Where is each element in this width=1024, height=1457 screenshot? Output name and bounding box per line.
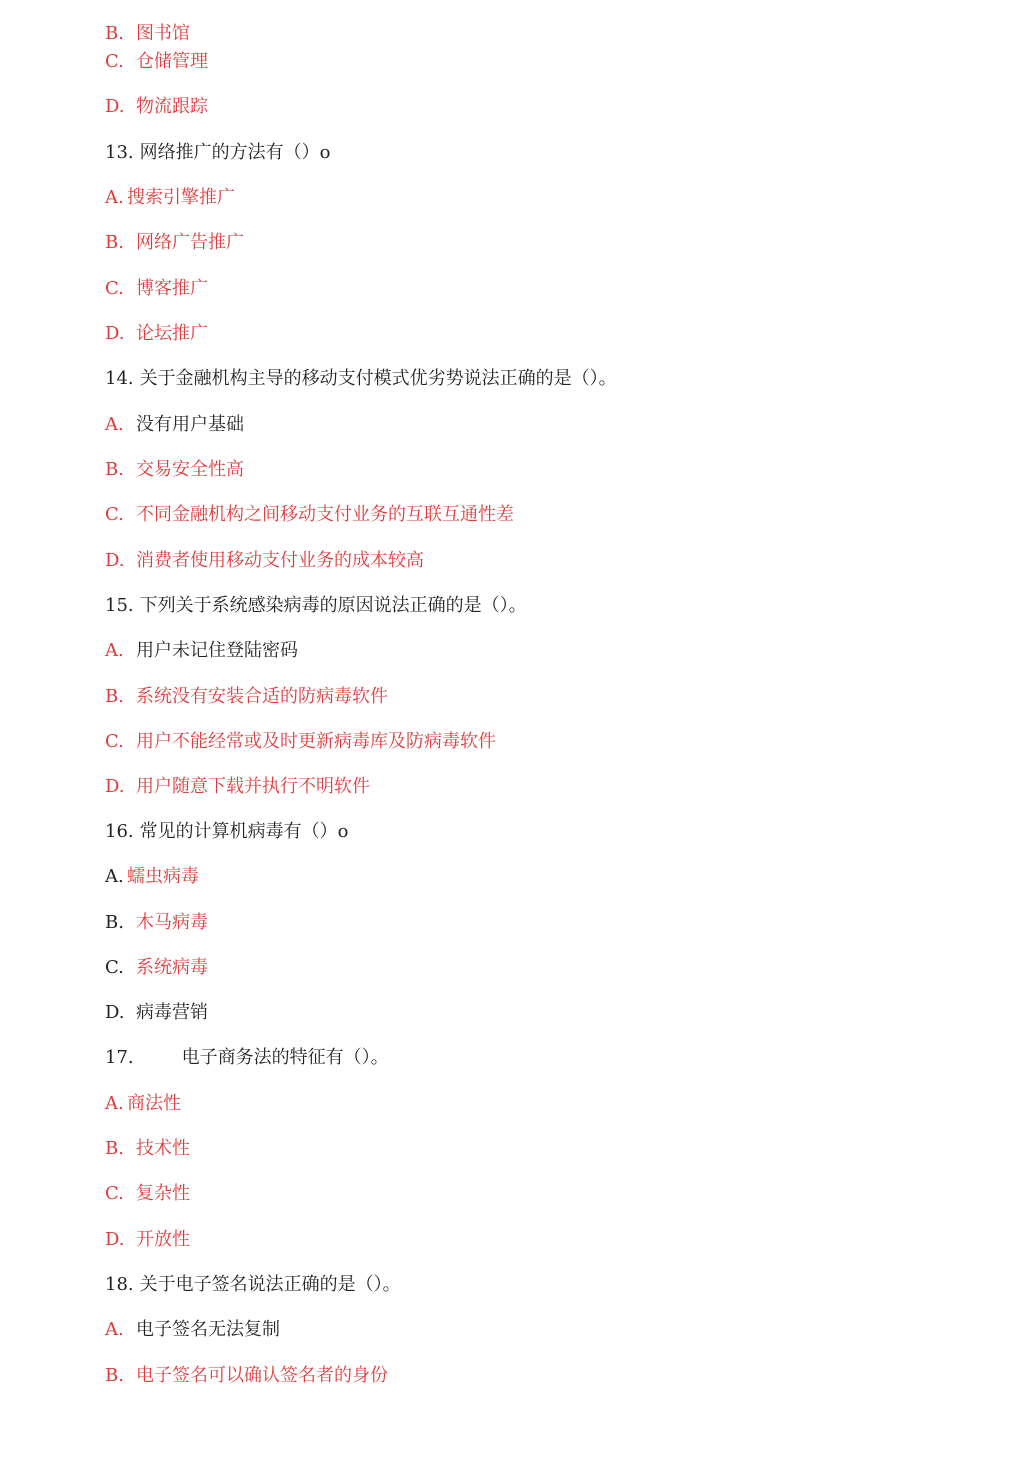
- option-17-a: [105, 1092, 181, 1116]
- option-16-c: [105, 956, 208, 980]
- option-letter: B.: [105, 459, 124, 480]
- question-16: [105, 820, 348, 844]
- option-letter: D.: [105, 96, 125, 117]
- option-text: 仓储管理: [136, 51, 208, 72]
- option-18-b: [105, 1364, 388, 1388]
- option-text: 技术性: [136, 1138, 190, 1159]
- option-12-d: [105, 95, 208, 119]
- question-number: 14.: [105, 368, 134, 389]
- option-13-a: [105, 186, 235, 210]
- question-15: [105, 594, 527, 618]
- option-16-d: [105, 1001, 208, 1025]
- option-text: 论坛推广: [136, 323, 208, 344]
- question-14: [105, 367, 617, 391]
- option-15-b: [105, 685, 388, 709]
- question-text: 常见的计算机病毒有（）o: [139, 821, 349, 842]
- option-17-b: [105, 1137, 190, 1161]
- question-17: [105, 1046, 389, 1070]
- option-letter: B.: [105, 1365, 124, 1386]
- option-text: 木马病毒: [136, 912, 208, 933]
- option-letter: C.: [105, 51, 124, 72]
- option-letter: C.: [105, 957, 124, 978]
- option-14-d: [105, 549, 424, 573]
- option-text: 物流跟踪: [136, 96, 208, 117]
- option-letter: C.: [105, 731, 124, 752]
- option-text: 用户随意下载并执行不明软件: [136, 776, 370, 797]
- option-text: 没有用户基础: [136, 414, 244, 435]
- option-letter: B.: [105, 232, 124, 253]
- option-letter: A.: [105, 640, 124, 661]
- option-text: 网络广告推广: [136, 232, 244, 253]
- option-text: 复杂性: [136, 1183, 190, 1204]
- option-letter: A.: [105, 414, 124, 435]
- option-letter: B.: [105, 912, 124, 933]
- option-13-c: [105, 277, 208, 301]
- question-text: 关于电子签名说法正确的是（）。: [139, 1274, 401, 1295]
- option-17-c: [105, 1182, 190, 1206]
- option-text: 系统病毒: [136, 957, 208, 978]
- option-14-a: [105, 413, 244, 437]
- option-text: 病毒营销: [136, 1002, 208, 1023]
- option-text: 商法性: [127, 1093, 181, 1114]
- option-text: 系统没有安装合适的防病毒软件: [136, 686, 388, 707]
- option-text: 图书馆: [136, 23, 190, 44]
- question-text: 网络推广的方法有（）o: [139, 142, 331, 163]
- option-14-b: [105, 458, 244, 482]
- question-text: 关于金融机构主导的移动支付模式优劣势说法正确的是（）。: [139, 368, 617, 389]
- option-text: 不同金融机构之间移动支付业务的互联互通性差: [136, 504, 514, 525]
- option-letter: B.: [105, 1138, 124, 1159]
- option-letter: A.: [105, 1319, 124, 1340]
- option-13-d: [105, 322, 208, 346]
- option-letter: D.: [105, 550, 125, 571]
- question-number: 13.: [105, 142, 134, 163]
- option-text: 交易安全性高: [136, 459, 244, 480]
- option-18-a: [105, 1318, 280, 1342]
- question-text: 下列关于系统感染病毒的原因说法正确的是（）。: [139, 595, 527, 616]
- option-17-d: [105, 1228, 190, 1252]
- question-text: 电子商务法的特征有（）。: [181, 1047, 389, 1068]
- option-letter: D.: [105, 1229, 125, 1250]
- question-13: [105, 141, 330, 165]
- option-text: 用户不能经常或及时更新病毒库及防病毒软件: [136, 731, 496, 752]
- option-13-b: [105, 231, 244, 255]
- question-number: 18.: [105, 1274, 134, 1295]
- option-15-c: [105, 730, 496, 754]
- option-letter: B.: [105, 686, 124, 707]
- option-letter: B.: [105, 23, 124, 44]
- option-letter: C.: [105, 278, 124, 299]
- option-letter: C.: [105, 504, 124, 525]
- question-18: [105, 1273, 401, 1297]
- question-number: 15.: [105, 595, 134, 616]
- option-15-a: [105, 639, 298, 663]
- option-15-d: [105, 775, 370, 799]
- option-text: 消费者使用移动支付业务的成本较高: [136, 550, 424, 571]
- option-letter: D.: [105, 323, 125, 344]
- option-text: 博客推广: [136, 278, 208, 299]
- option-letter: D.: [105, 1002, 125, 1023]
- option-letter: A.: [105, 187, 124, 208]
- option-16-b: [105, 911, 208, 935]
- option-14-c: [105, 503, 514, 527]
- option-text: 电子签名无法复制: [136, 1319, 280, 1340]
- option-16-a: [105, 865, 199, 889]
- option-text: 搜索引擎推广: [127, 187, 235, 208]
- option-text: 用户未记住登陆密码: [136, 640, 298, 661]
- option-letter: D.: [105, 776, 125, 797]
- option-text: 蠕虫病毒: [127, 866, 199, 887]
- option-text: 电子签名可以确认签名者的身份: [136, 1365, 388, 1386]
- question-number: 16.: [105, 821, 134, 842]
- option-12-b: [105, 22, 190, 46]
- option-text: 开放性: [136, 1229, 190, 1250]
- option-12-c: [105, 50, 208, 74]
- question-number: 17.: [105, 1047, 134, 1068]
- option-letter: A.: [105, 866, 124, 887]
- option-letter: A.: [105, 1093, 124, 1114]
- option-letter: C.: [105, 1183, 124, 1204]
